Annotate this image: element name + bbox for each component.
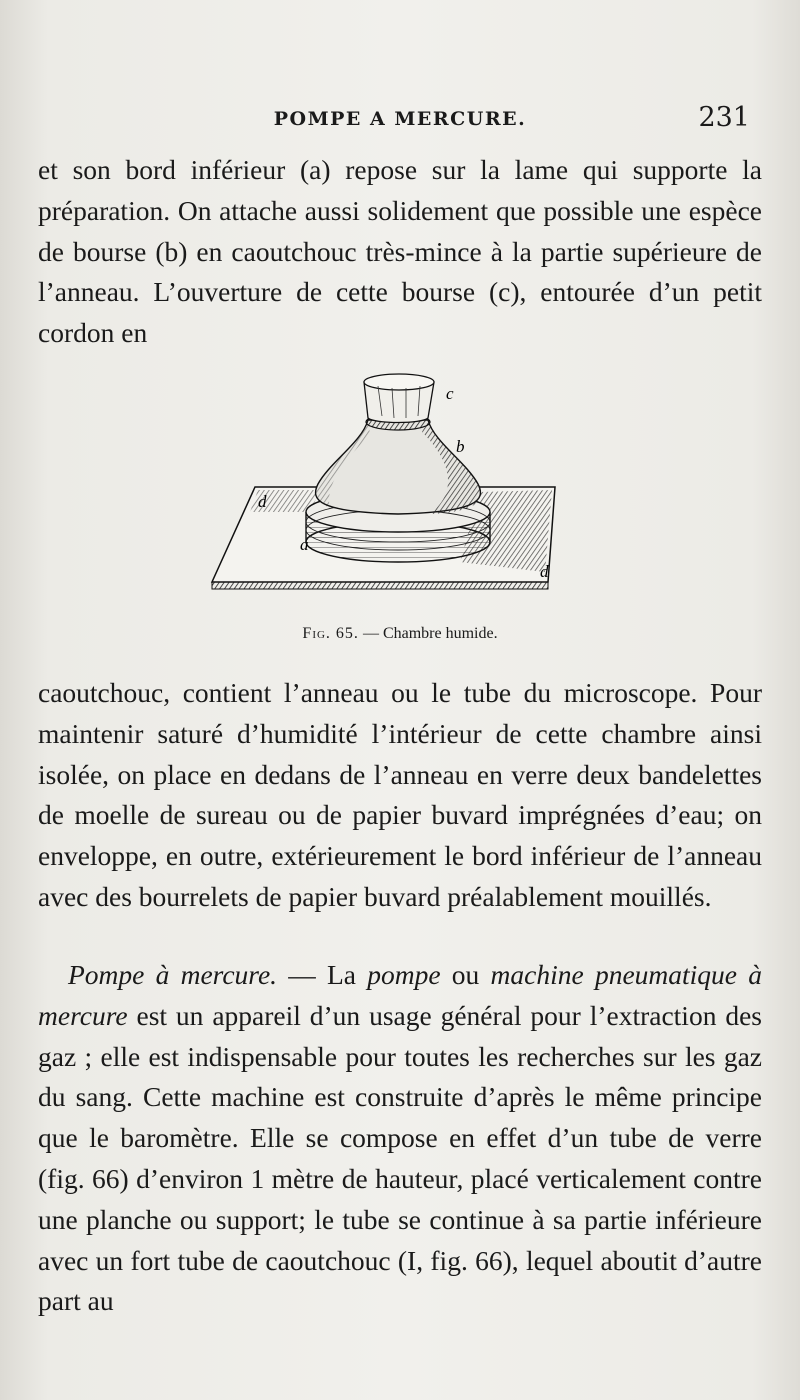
label-b: b <box>456 437 465 456</box>
word-ou: ou <box>440 959 491 990</box>
label-a: a <box>300 535 309 554</box>
dash-la: — La <box>277 959 368 990</box>
humid-chamber-illustration <box>200 372 570 612</box>
label-d-right: d <box>540 562 549 581</box>
paragraph-pompe-body: est un appareil d’un usage général pour l’extraction des gaz ; elle est indispensable pour toutes les recherches sur les gaz du sang. Cette machine est construite d’après le même principe que le baromètre. Elle se compose en effet d’un tube de verre (fig. 66) d’environ 1 mètre de hauteur, placé verticalement contre une planche ou support; le tube se continue à sa partie inférieure avec un fort tube de caoutchouc (I, fig. 66), lequel aboutit d’autre part au <box>38 999 762 1317</box>
paragraph-middle <box>38 673 762 918</box>
figure-number: Fig. 65. <box>302 625 359 642</box>
paragraph-pompe <box>38 955 762 1322</box>
label-d-left: d <box>258 492 267 511</box>
paragraph-top-text: et son bord inférieur (a) repose sur la lame qui supporte la préparation. On attache aussi solidement que possible une espèce de bourse (b) en caoutchouc très-mince à la partie supérieure de l’anneau. L’ouverture de cette bourse (c), entourée d’un petit cordon en <box>38 154 762 349</box>
figure-title: — Chambre humide. <box>362 625 498 642</box>
section-heading: Pompe à mercure. <box>68 959 278 990</box>
page-number: 231 <box>698 102 750 133</box>
paragraph-middle-text: caoutchouc, contient l’anneau ou le tube du microscope. Pour maintenir saturé d’humidité l’intérieur de cette chambre ainsi isolée, on place en dedans de l’anneau en verre deux bandelettes de moelle de sureau ou de papier buvard imprégnées d’eau; on enveloppe, en outre, extérieurement le bord inférieur de l’anneau avec des bourrelets de papier buvard préalablement mouillés. <box>38 677 762 912</box>
label-c: c <box>446 384 454 403</box>
figure-caption <box>0 625 800 643</box>
term-machine: machine pneumatique à mercure <box>38 959 762 1031</box>
page-header <box>40 102 760 142</box>
paragraph-pompe-text <box>38 955 762 1322</box>
paragraph-top <box>38 150 762 354</box>
running-title: POMPE A MERCURE. <box>273 108 527 130</box>
figure-65 <box>200 372 570 612</box>
term-pompe: pompe <box>367 959 441 990</box>
